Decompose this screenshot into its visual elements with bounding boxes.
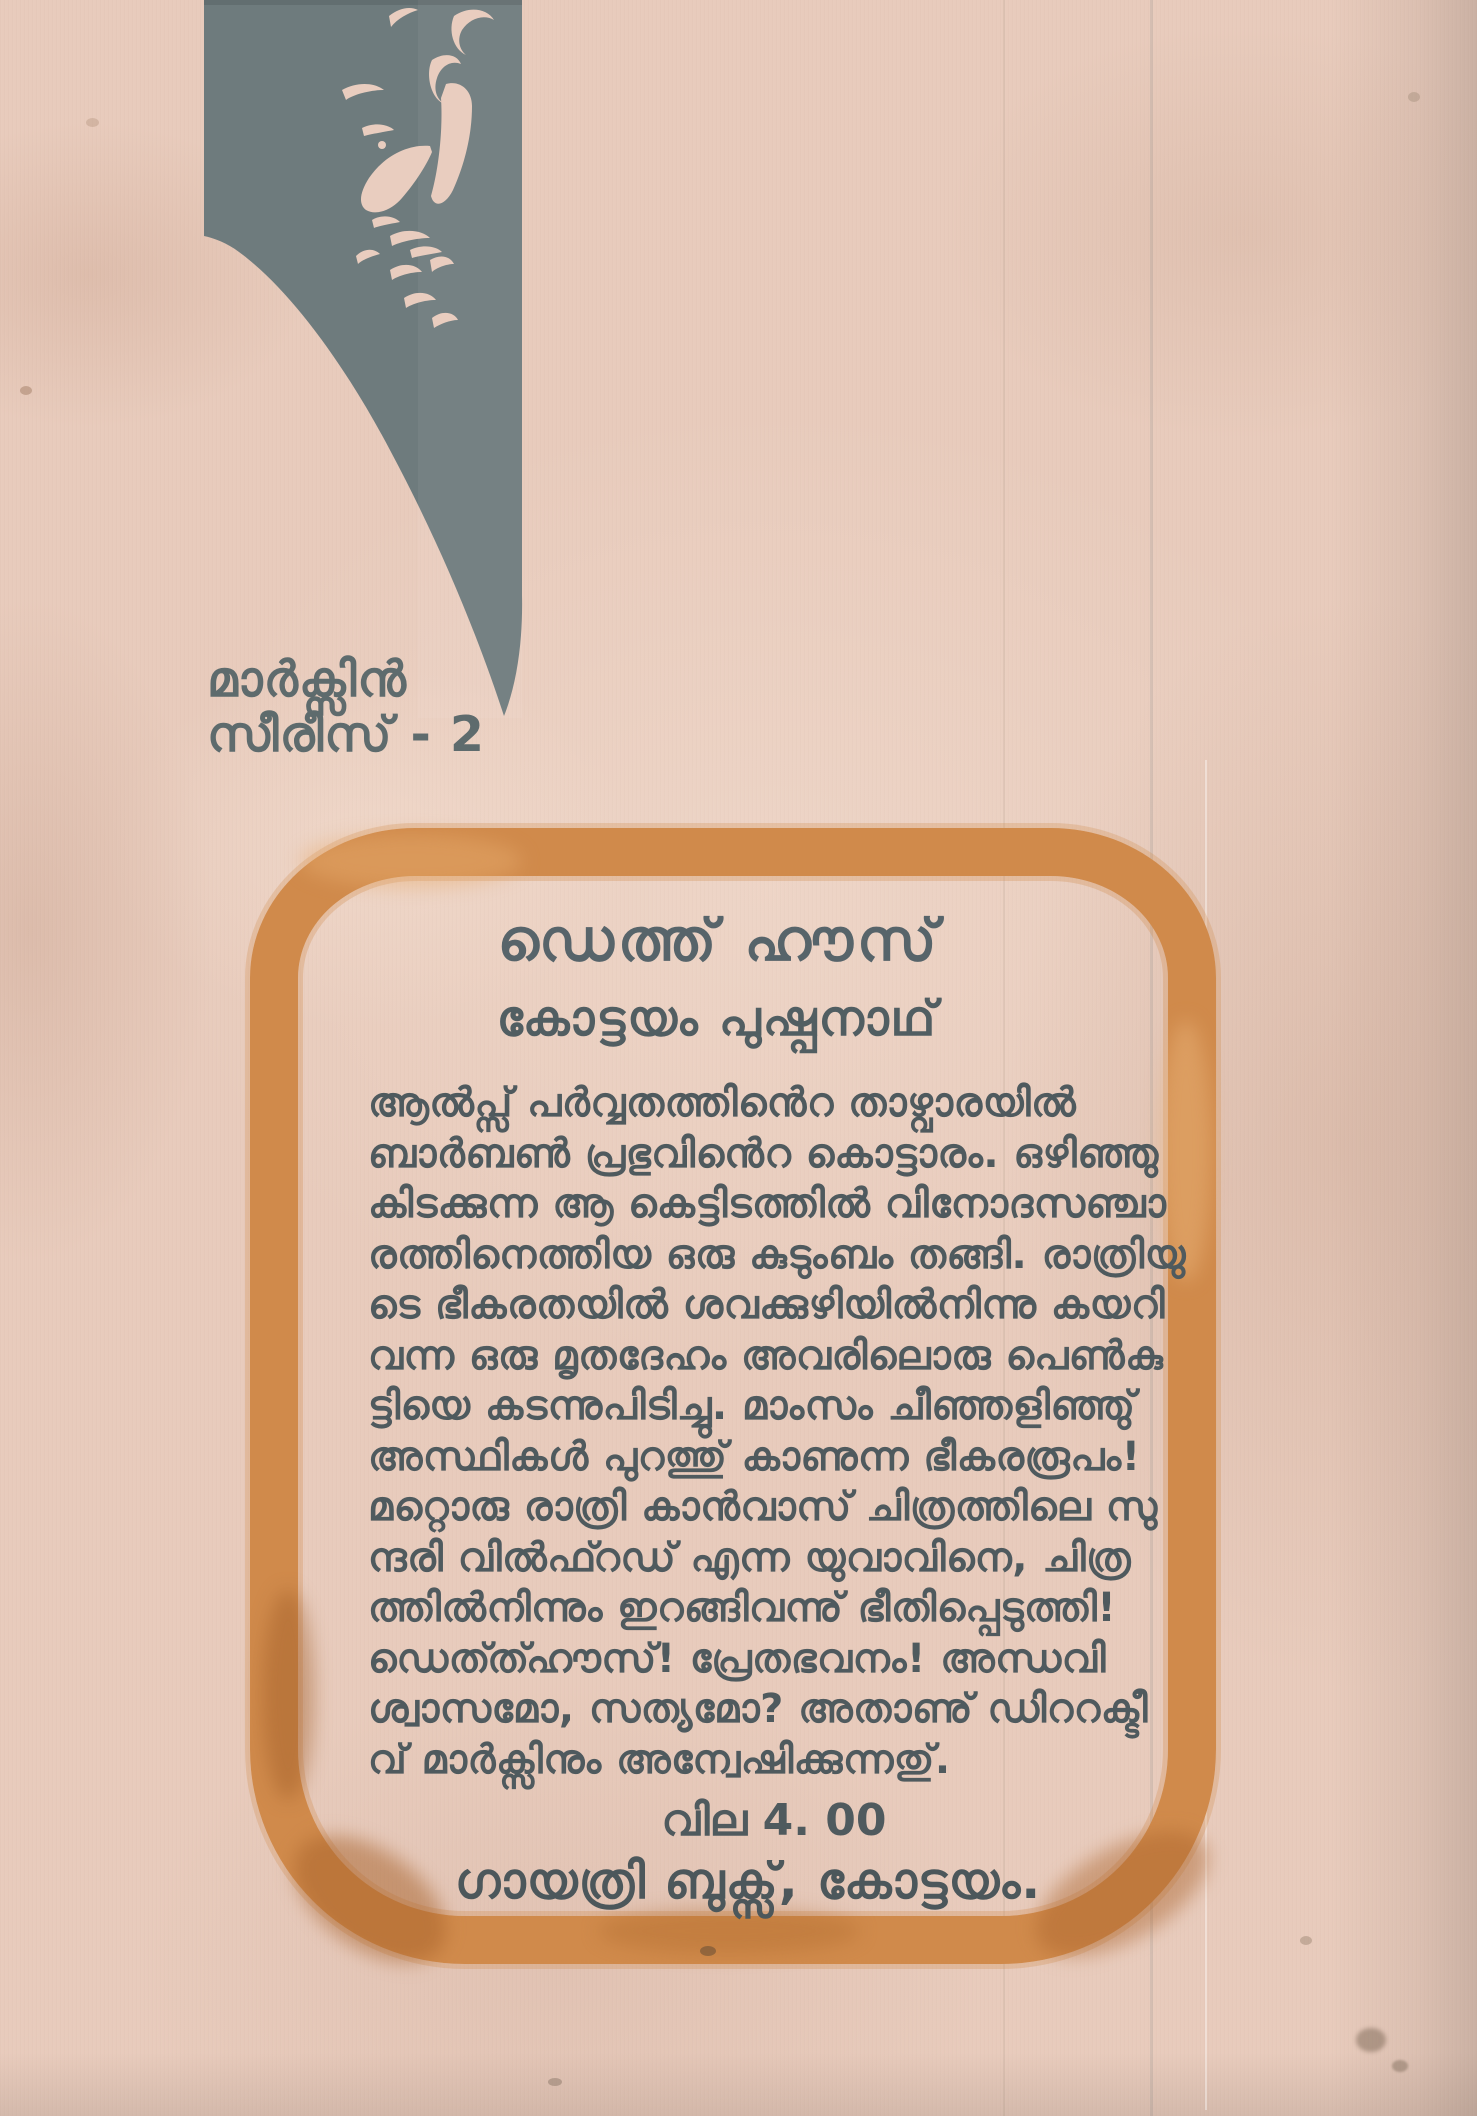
paper-stain	[1392, 2060, 1408, 2072]
paper-stain	[548, 2078, 562, 2086]
blurb-line: രത്തിനെത്തിയ ഒരു കുടുംബം തങ്ങി. രാത്രിയു	[368, 1231, 1187, 1278]
frame-blotch	[300, 834, 522, 888]
blurb-line: കിടക്കുന്ന ആ കെട്ടിടത്തിൽ വിനോദസഞ്ചാ	[368, 1181, 1167, 1227]
blurb-line: വന്ന ഒരു മൃതദേഹം അവരിലൊരു പെൺകു	[368, 1332, 1164, 1379]
blurb-line: ഡെത്ത്ഹൗസ്! പ്രേതഭവനം! അന്ധവി	[368, 1635, 1106, 1682]
frame-speck	[700, 1946, 716, 1956]
blurb-line: ആൽപ്സ് പർവ്വതത്തിൻെറ താഴ്വാരയിൽ	[368, 1080, 1077, 1126]
frame-blotch	[262, 1590, 314, 1800]
publisher: ഗായത്രി ബുക്സ്, കോട്ടയം.	[454, 1852, 1042, 1910]
frame-blotch	[598, 1908, 860, 1954]
blurb-line: മറ്റൊരു രാത്രി കാൻവാസ് ചിത്രത്തിലെ സു	[368, 1484, 1158, 1530]
series-caption	[207, 652, 587, 762]
paper-stain	[1408, 92, 1420, 102]
blurb-line: ശ്വാസമോ, സത്യമോ? അതാണു് ഡിററക്ടീ	[368, 1686, 1149, 1732]
blurb-line: ന്ദരി വിൽഫ്റഡ് എന്ന യുവാവിനെ, ചിത്ര	[368, 1534, 1132, 1581]
paper-stain	[20, 386, 32, 395]
blurb-paragraph	[368, 1078, 1187, 1785]
series-line-2: സീരീസ് - 2	[207, 706, 486, 763]
paper-stain	[1300, 1936, 1312, 1945]
book-author: കോട്ടയം പുഷ്പനാഥ്	[496, 990, 938, 1047]
blurb-line: അസ്ഥികൾ പുറത്തു് കാണുന്ന ഭീകരരൂപം!	[368, 1433, 1141, 1480]
price: വില 4. 00	[661, 1795, 887, 1846]
blurb-line: ത്തിൽനിന്നും ഇറങ്ങിവന്നു് ഭീതിപ്പെടുത്തി!	[368, 1585, 1117, 1631]
blurb-line: ട്ടിയെ കടന്നുപിടിച്ചു. മാംസം ചീഞ്ഞളിഞ്ഞു്	[368, 1383, 1136, 1429]
blurb-line: വ് മാർക്സിനും അന്വേഷിക്കുന്നതു്.	[368, 1736, 951, 1783]
marx-profile-illustration	[196, 0, 526, 720]
paper-stain	[1356, 2028, 1386, 2052]
blurb-line: ബാർബൺ പ്രഭുവിൻെറ കൊട്ടാരം. ഒഴിഞ്ഞു	[368, 1130, 1159, 1177]
blurb-line: ടെ ഭീകരതയിൽ ശവക്കുഴിയിൽനിന്നു കയറി	[368, 1282, 1165, 1328]
book-title: ഡെത്ത് ഹൗസ്	[497, 906, 941, 974]
paper-stain	[86, 118, 99, 127]
series-line-1: മാർക്സിൻ	[207, 651, 407, 708]
